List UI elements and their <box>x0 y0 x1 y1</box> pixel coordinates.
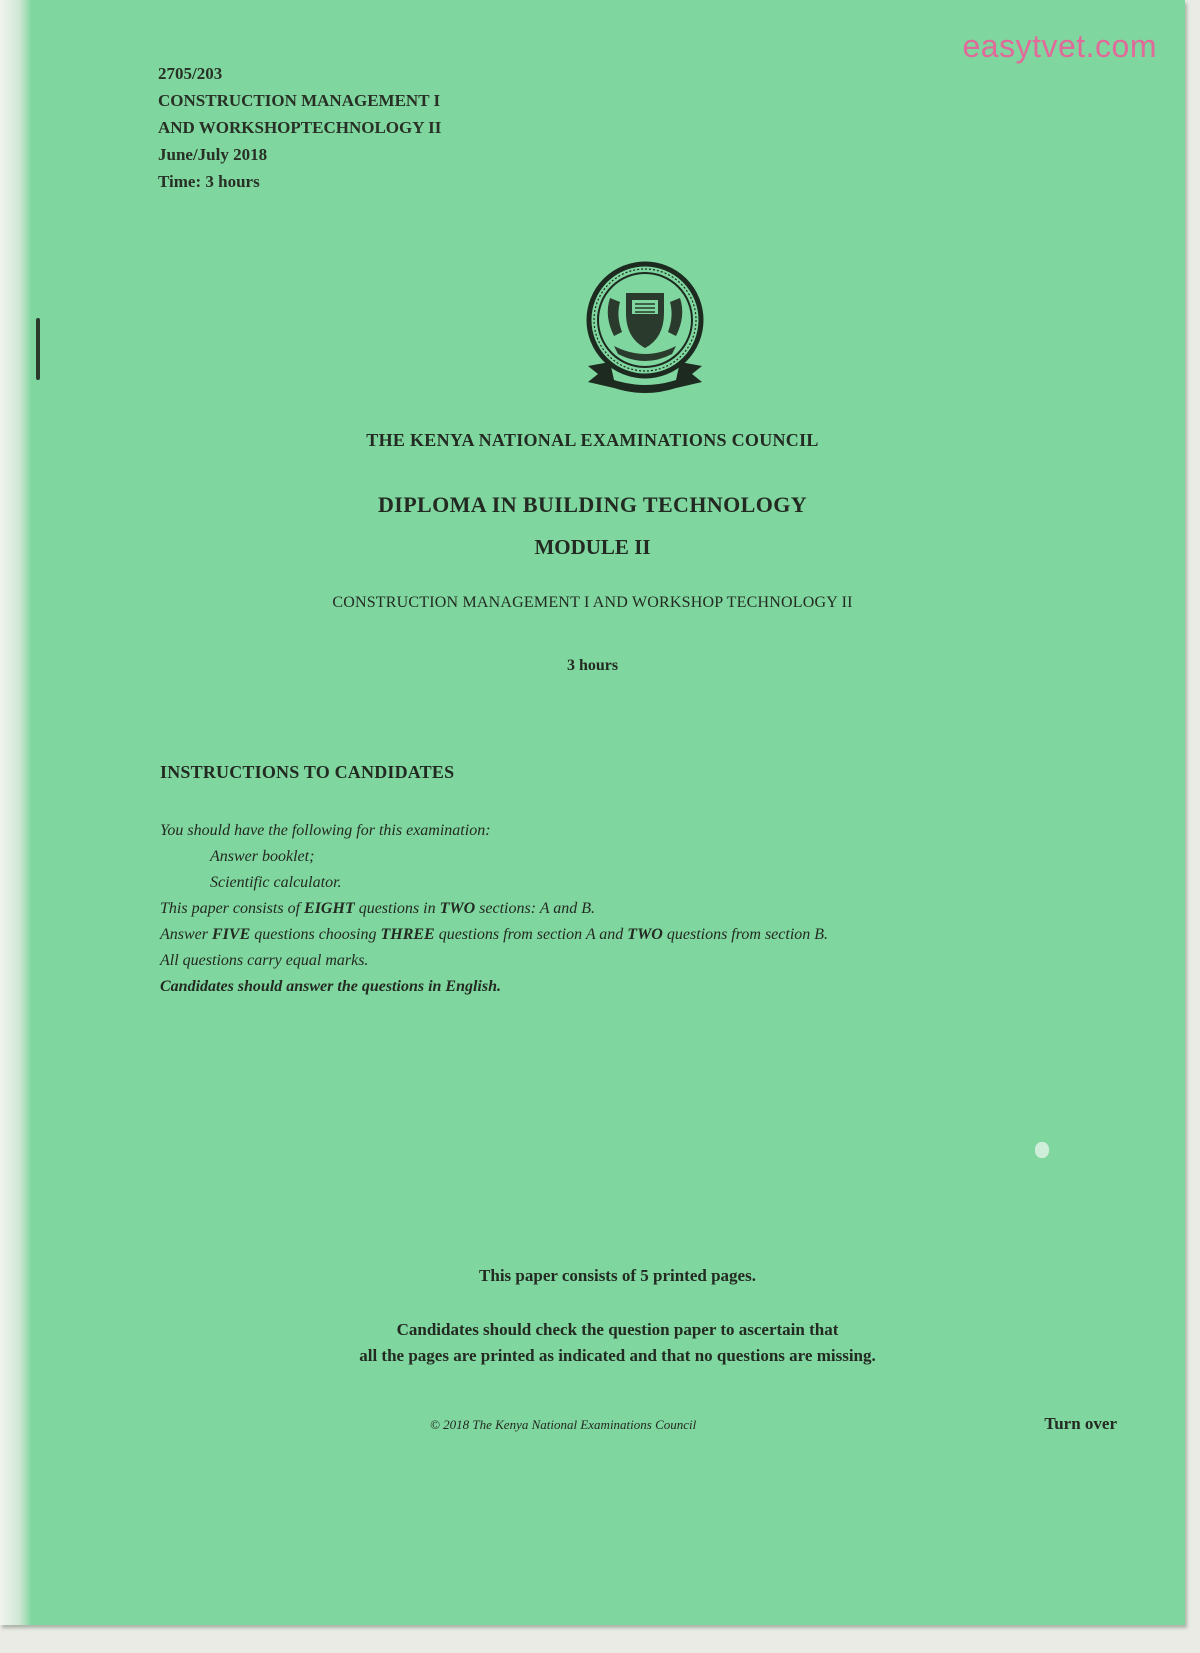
check-pages-note <box>0 1317 1200 1369</box>
subject-title: CONSTRUCTION MANAGEMENT I AND WORKSHOP TECHNOLOGY II <box>332 594 853 611</box>
paper-left-edge <box>0 0 32 1625</box>
instruction-text: questions in <box>354 900 440 917</box>
page-count-note: This paper consists of 5 printed pages. <box>479 1266 756 1285</box>
instructions-heading: INSTRUCTIONS TO CANDIDATES <box>160 762 455 782</box>
copyright-notice: © 2018 The Kenya National Examinations Council <box>430 1417 697 1432</box>
instruction-text: questions from section A and <box>434 926 628 943</box>
council-name: THE KENYA NATIONAL EXAMINATIONS COUNCIL <box>366 430 819 450</box>
exam-duration: 3 hours <box>566 657 619 674</box>
turn-over-label: Turn over <box>1044 1414 1117 1433</box>
instruction-emphasis: TWO <box>627 926 663 943</box>
instruction-paper-structure <box>160 896 1060 922</box>
instruction-equal-marks: All questions carry equal marks. <box>160 952 369 969</box>
knec-seal-icon <box>580 258 710 403</box>
instruction-text: Answer <box>160 926 212 943</box>
instruction-language: Candidates should answer the questions in English. <box>160 978 501 995</box>
instruction-item-answer-booklet: Answer booklet; <box>210 848 315 865</box>
check-note-line-1: Candidates should check the question paper to ascertain that <box>396 1320 839 1339</box>
paper-header <box>158 60 441 195</box>
paper-title-line-2: AND WORKSHOPTECHNOLOGY II <box>158 118 442 137</box>
instructions-list <box>160 818 1060 1000</box>
check-note-line-2: all the pages are printed as indicated and that no questions are missing. <box>359 1346 876 1365</box>
instruction-text: questions choosing <box>250 926 381 943</box>
instruction-text: This paper consists of <box>160 900 305 917</box>
instruction-emphasis: EIGHT <box>304 900 355 917</box>
paper-smudge <box>1035 1142 1049 1158</box>
instruction-emphasis: FIVE <box>212 926 251 943</box>
paper-title-line-1: CONSTRUCTION MANAGEMENT I <box>158 91 441 110</box>
instruction-emphasis: TWO <box>439 900 476 917</box>
module-title: MODULE II <box>534 535 651 559</box>
paper-code: 2705/203 <box>158 64 223 83</box>
instruction-answer-rule <box>160 922 1040 948</box>
instruction-item-calculator: Scientific calculator. <box>210 874 342 891</box>
exam-session: June/July 2018 <box>158 145 268 164</box>
instruction-emphasis: THREE <box>380 926 435 943</box>
diploma-title: DIPLOMA IN BUILDING TECHNOLOGY <box>377 492 808 517</box>
binding-mark <box>36 318 40 380</box>
instruction-text: sections: A and B. <box>475 900 595 917</box>
watermark-text: easytvet.com <box>962 28 1157 64</box>
exam-time: Time: 3 hours <box>158 172 260 191</box>
instruction-intro: You should have the following for this examination: <box>160 822 491 839</box>
instruction-text: questions from section B. <box>662 926 829 943</box>
